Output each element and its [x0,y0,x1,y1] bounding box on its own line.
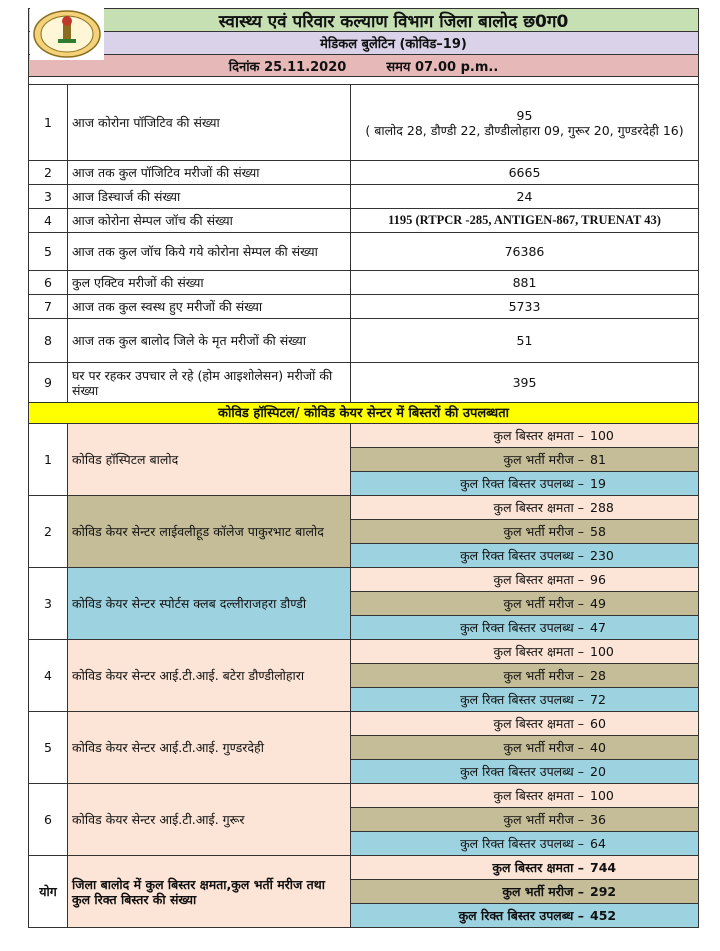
bed-available-value: 20 [590,764,606,779]
beds-section-row [29,403,699,424]
stat-value: 51 [351,319,699,363]
stat-label: कुल एक्टिव मरीजों की संख्या [68,271,351,295]
bed-capacity-value: 60 [590,716,606,731]
stat-value: 6665 [351,161,699,185]
page-title: स्वास्थ्य एवं परिवार कल्याण विभाग जिला बालोद छ0ग0 [28,8,699,32]
bed-admitted-value: 28 [590,668,606,683]
total-available-cell [351,904,699,928]
stat-label: आज तक कुल जॉच किये गये कोरोना सेम्पल की संख्या [68,233,351,271]
bed-admitted-label: कुल भर्ती मरीज – [503,524,584,539]
facility-row [29,712,699,736]
stat-label: आज डिस्चार्ज की संख्या [68,185,351,209]
facility-number: 3 [29,568,68,640]
stat-label: घर पर रहकर उपचार ले रहे (होम आइशोलेसन) मरीजों की संख्या [68,363,351,403]
bed-capacity-value: 100 [590,428,614,443]
bed-admitted-label: कुल भर्ती मरीज – [503,812,584,827]
total-capacity-value: 744 [590,860,617,875]
bed-capacity-label: कुल बिस्तर क्षमता – [493,500,584,515]
bed-admitted-cell [351,808,699,832]
bed-available-cell [351,616,699,640]
bed-admitted-cell [351,520,699,544]
bed-available-value: 64 [590,836,606,851]
stat-row [29,319,699,363]
bed-available-label: कुल रिक्त बिस्तर उपलब्ध – [460,836,584,851]
bed-admitted-label: कुल भर्ती मरीज – [502,884,584,899]
bed-capacity-value: 100 [590,644,614,659]
facility-row [29,784,699,808]
stat-value: 395 [351,363,699,403]
stat-row [29,271,699,295]
stat-value: 5733 [351,295,699,319]
total-label: योग [29,856,68,928]
stat-row [29,209,699,233]
stat-value: 881 [351,271,699,295]
bed-available-label: कुल रिक्त बिस्तर उपलब्ध – [460,548,584,563]
bed-admitted-value: 81 [590,452,606,467]
bed-capacity-label: कुल बिस्तर क्षमता – [493,572,584,587]
stat-row [29,185,699,209]
time-value: 07.00 p.m.. [414,59,499,75]
bed-available-value: 72 [590,692,606,707]
bed-admitted-cell [351,664,699,688]
stat-value: 1195 [388,213,413,227]
stat-number: 5 [29,233,68,271]
stat-number: 2 [29,161,68,185]
bed-admitted-label: कुल भर्ती मरीज – [503,668,584,683]
bed-admitted-value: 49 [590,596,606,611]
bed-admitted-label: कुल भर्ती मरीज – [503,596,584,611]
government-emblem-logo [30,8,104,60]
stat-value: 95 [516,107,533,123]
bed-available-label: कुल रिक्त बिस्तर उपलब्ध – [460,692,584,707]
bed-available-cell [351,688,699,712]
bed-capacity-label: कुल बिस्तर क्षमता – [493,716,584,731]
stat-value: 24 [351,185,699,209]
date-time-bar [28,55,699,77]
stat-number: 4 [29,209,68,233]
stat-number: 7 [29,295,68,319]
total-admitted-cell [351,880,699,904]
stat-row [29,363,699,403]
bed-admitted-cell [351,592,699,616]
facility-number: 5 [29,712,68,784]
bed-available-value: 230 [590,548,614,563]
bed-admitted-cell [351,736,699,760]
bed-capacity-label: कुल बिस्तर क्षमता – [493,788,584,803]
facility-name: कोविड केयर सेन्टर लाईवलीहूड कॉलेज पाकुरभाट बालोद [68,496,351,568]
bed-capacity-cell [351,784,699,808]
facility-number: 2 [29,496,68,568]
stat-number: 1 [29,85,68,161]
facility-name: कोविड केयर सेन्टर आई.टी.आई. गुण्डरदेही [68,712,351,784]
bed-available-value: 19 [590,476,606,491]
facility-row [29,640,699,664]
facility-number: 1 [29,424,68,496]
bed-available-cell [351,760,699,784]
facility-number: 6 [29,784,68,856]
stat-row [29,295,699,319]
facility-number: 4 [29,640,68,712]
bed-available-label: कुल रिक्त बिस्तर उपलब्ध – [458,908,584,923]
facility-row [29,424,699,448]
date-group [229,57,347,75]
stat-value: 76386 [351,233,699,271]
stat-number: 9 [29,363,68,403]
bed-admitted-value: 58 [590,524,606,539]
facility-name: कोविड केयर सेन्टर आई.टी.आई. गुरूर [68,784,351,856]
stat-label: आज कोरोना पॉजिटिव की संख्या [68,85,351,161]
page-subtitle: मेडिकल बुलेटिन (कोविड–19) [28,32,699,55]
time-group [386,57,498,75]
stat-number: 8 [29,319,68,363]
bed-capacity-cell [351,496,699,520]
bed-capacity-cell [351,424,699,448]
bed-available-label: कुल रिक्त बिस्तर उपलब्ध – [460,764,584,779]
bed-capacity-value: 96 [590,572,606,587]
bed-capacity-cell [351,712,699,736]
date-label: दिनांक [228,59,260,75]
total-available-value: 452 [590,908,617,923]
stat-label: आज तक कुल स्वस्थ हुए मरीजों की संख्या [68,295,351,319]
bed-capacity-label: कुल बिस्तर क्षमता – [493,428,584,443]
facility-name: कोविड केयर सेन्टर स्पोर्टस क्लब दल्लीराजहरा डौण्डी [68,568,351,640]
date-value: 25.11.2020 [264,59,347,75]
bed-available-value: 47 [590,620,606,635]
stat-row [29,233,699,271]
bed-admitted-value: 40 [590,740,606,755]
spacer [28,77,699,84]
bed-admitted-cell [351,448,699,472]
bed-available-cell [351,472,699,496]
stat-number: 3 [29,185,68,209]
stat-label: आज कोरोना सेम्पल जॉच की संख्या [68,209,351,233]
bed-available-label: कुल रिक्त बिस्तर उपलब्ध – [460,620,584,635]
bed-admitted-value: 36 [590,812,606,827]
bed-capacity-cell [351,568,699,592]
medical-bulletin-sheet [28,8,699,928]
facility-name: कोविड हॉस्पिटल बालोद [68,424,351,496]
bed-available-cell [351,544,699,568]
stat-row [29,161,699,185]
bed-available-cell [351,832,699,856]
stat-number: 6 [29,271,68,295]
stats-table [28,84,699,928]
bed-capacity-label: कुल बिस्तर क्षमता – [492,860,584,875]
facility-row [29,496,699,520]
facility-name: कोविड केयर सेन्टर आई.टी.आई. बटेरा डौण्डीलोहारा [68,640,351,712]
total-description: जिला बालोद में कुल बिस्तर क्षमता,कुल भर्ती मरीज तथा कुल रिक्त बिस्तर की संख्या [68,856,351,928]
stat-value-cell [351,85,699,161]
bed-admitted-label: कुल भर्ती मरीज – [503,452,584,467]
bed-capacity-value: 100 [590,788,614,803]
stat-detail: ( बालोद 28, डौण्डी 22, डौण्डीलोहारा 09, गुरूर 20, गुण्डरदेही 16) [365,122,684,138]
stat-label: आज तक कुल पॉजिटिव मरीजों की संख्या [68,161,351,185]
stat-value-cell [351,209,699,233]
total-admitted-value: 292 [590,884,617,899]
bed-capacity-label: कुल बिस्तर क्षमता – [493,644,584,659]
stat-label: आज तक कुल बालोद जिले के मृत मरीजों की संख्या [68,319,351,363]
stat-row [29,85,699,161]
facility-row [29,568,699,592]
total-row [29,856,699,880]
bed-capacity-cell [351,640,699,664]
bed-admitted-label: कुल भर्ती मरीज – [503,740,584,755]
emblem-icon [32,9,102,59]
bed-capacity-value: 288 [590,500,614,515]
bed-available-label: कुल रिक्त बिस्तर उपलब्ध – [460,476,584,491]
time-label: समय [386,59,411,75]
stat-detail: (RTPCR -285, ANTIGEN-867, TRUENAT 43) [415,213,661,227]
beds-section-title: कोविड हॉस्पिटल/ कोविड केयर सेन्टर में बिस्तरों की उपलब्धता [29,403,699,424]
total-capacity-cell [351,856,699,880]
